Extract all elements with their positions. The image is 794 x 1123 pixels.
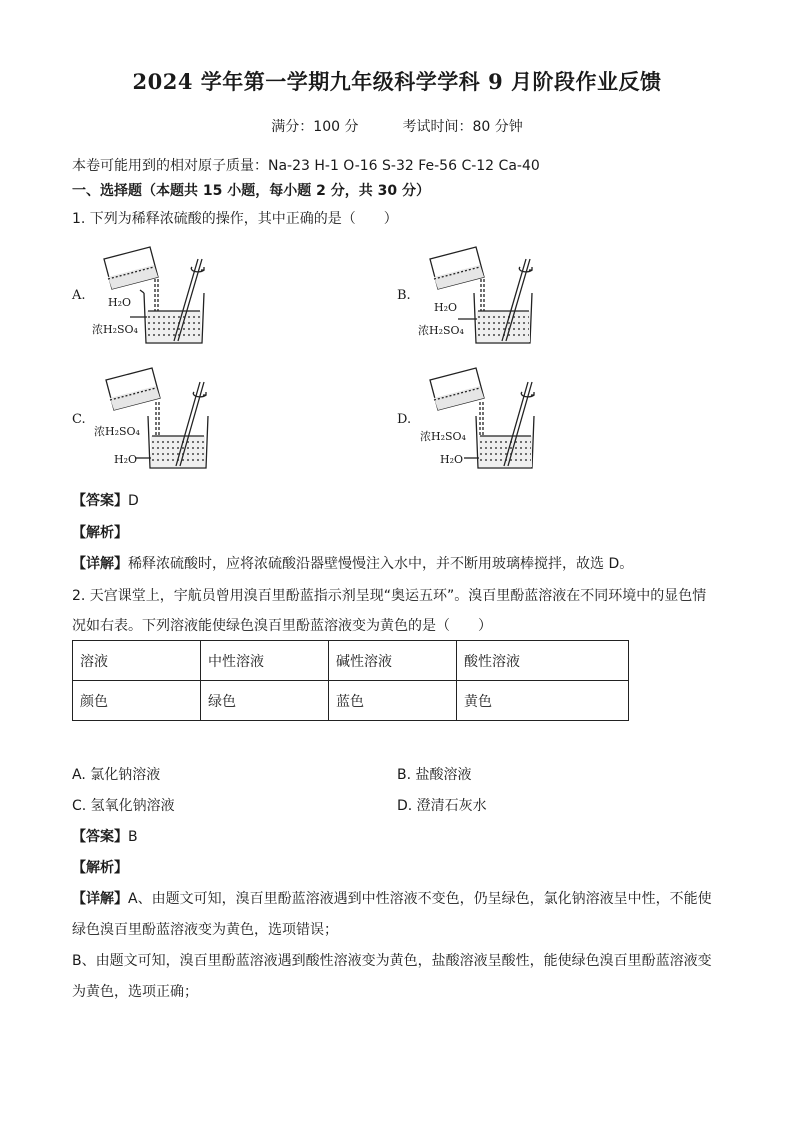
table-cell: 蓝色 xyxy=(329,681,457,721)
option-a-bottom-label: 浓H₂SO₄ xyxy=(92,323,138,336)
option-b-letter: B. xyxy=(397,288,411,303)
table-cell: 黄色 xyxy=(457,681,629,721)
table-cell: 绿色 xyxy=(201,681,329,721)
option-c-letter: C. xyxy=(72,412,86,427)
table-cell: 中性溶液 xyxy=(201,641,329,681)
q2-detail-line-2: 绿色溴百里酚蓝溶液变为黄色，选项错误； xyxy=(72,922,338,938)
question-1-stem: 1. 下列为稀释浓硫酸的操作，其中正确的是（ ） xyxy=(72,211,398,227)
indicator-color-table xyxy=(72,640,629,721)
answer-tag: 【答案】 xyxy=(72,493,128,509)
table-cell: 颜色 xyxy=(73,681,201,721)
choice-d: D. 澄清石灰水 xyxy=(397,798,487,814)
table-cell: 溶液 xyxy=(73,641,201,681)
option-c-bottom-label: H₂O xyxy=(114,453,138,466)
q1-answer xyxy=(72,490,139,510)
choice-b: B. 盐酸溶液 xyxy=(397,767,472,783)
option-b-top-label: H₂O xyxy=(434,301,458,314)
section-heading: 一、选择题（本题共 15 小题，每小题 2 分，共 30 分） xyxy=(72,183,430,199)
q2-detail-line-1 xyxy=(72,888,712,908)
page-title: 2024 学年第一学期九年级科学学科 9 月阶段作业反馈 xyxy=(132,69,662,94)
full-score: 满分：100 分 xyxy=(271,119,359,135)
q1-analysis-tag: 【解析】 xyxy=(72,525,128,541)
detail-text: A、由题文可知，溴百里酚蓝溶液遇到中性溶液不变色，仍呈绿色，氯化钠溶液呈中性，不能使 xyxy=(128,891,712,907)
question-2-stem-line-1: 2. 天宫课堂上，宇航员曾用溴百里酚蓝指示剂呈现“奥运五环”。溴百里酚蓝溶液在不同环境中的显色情 xyxy=(72,588,707,604)
table-row xyxy=(73,641,629,681)
answer-value: D xyxy=(128,493,139,509)
detail-tag: 【详解】 xyxy=(72,891,128,907)
answer-value: B xyxy=(128,829,138,845)
option-b-bottom-label: 浓H₂SO₄ xyxy=(418,324,464,337)
question-2-stem-line-2: 况如右表。下列溶液能使绿色溴百里酚蓝溶液变为黄色的是（ ） xyxy=(72,618,492,634)
diagram-option-b xyxy=(418,245,568,355)
option-a-top-label: H₂O xyxy=(108,296,132,309)
q2-answer xyxy=(72,826,138,846)
option-d-letter: D. xyxy=(397,412,412,427)
exam-info xyxy=(0,116,794,136)
choice-c: C. 氢氧化钠溶液 xyxy=(72,798,175,814)
detail-text: 稀释浓硫酸时，应将浓硫酸沿器壁慢慢注入水中，并不断用玻璃棒搅拌，故选 D。 xyxy=(128,556,634,572)
table-cell: 碱性溶液 xyxy=(329,641,457,681)
q2-detail-line-4: 为黄色，选项正确； xyxy=(72,984,198,1000)
answer-tag: 【答案】 xyxy=(72,829,128,845)
table-row xyxy=(73,681,629,721)
atomic-masses: 本卷可能用到的相对原子质量：Na-23 H-1 O-16 S-32 Fe-56 C-12 Ca-40 xyxy=(72,158,540,174)
table-cell: 酸性溶液 xyxy=(457,641,629,681)
option-d-top-label: 浓H₂SO₄ xyxy=(420,430,466,443)
q1-detail xyxy=(72,553,633,573)
option-a-letter: A. xyxy=(72,288,86,303)
option-d-bottom-label: H₂O xyxy=(440,453,464,466)
detail-tag: 【详解】 xyxy=(72,556,128,572)
q2-analysis-tag: 【解析】 xyxy=(72,860,128,876)
option-c-top-label: 浓H₂SO₄ xyxy=(94,425,140,438)
exam-time: 考试时间：80 分钟 xyxy=(402,119,523,135)
q2-detail-line-3: B、由题文可知，溴百里酚蓝溶液遇到酸性溶液变为黄色，盐酸溶液呈酸性，能使绿色溴百里酚蓝溶液变 xyxy=(72,953,712,969)
choice-a: A. 氯化钠溶液 xyxy=(72,767,161,783)
